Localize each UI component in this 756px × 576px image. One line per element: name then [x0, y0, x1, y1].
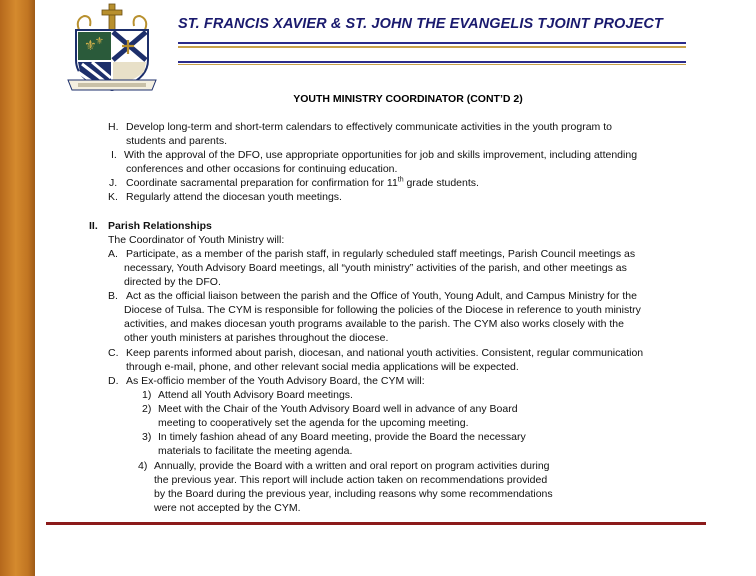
sub-item-marker: 2): [142, 403, 152, 415]
item-text-line: Regularly attend the diocesan youth meetings.: [126, 191, 342, 203]
item-marker: D.: [108, 375, 119, 387]
sub-item-marker: 1): [142, 389, 152, 401]
item-marker: A.: [108, 248, 118, 260]
item-text-line: other youth ministers at parishes throughout the diocese.: [124, 332, 389, 344]
sub-item-text-line: In timely fashion ahead of any Board meeting, provide the Board the necessary: [158, 431, 526, 443]
item-marker: C.: [108, 347, 119, 359]
sub-item-text-line: meeting to cooperatively set the agenda for the upcoming meeting.: [158, 417, 469, 429]
ordinal-suffix: th: [397, 176, 404, 184]
sub-item-text-line: Attend all Youth Advisory Board meetings.: [158, 389, 353, 401]
footer-rule: [46, 522, 706, 525]
item-marker: I.: [111, 149, 117, 161]
item-text-line: directed by the DFO.: [124, 276, 221, 288]
sub-item-text-line: the previous year. This report will include action taken on recommendations provided: [154, 474, 548, 486]
item-text-line: Act as the official liaison between the parish and the Office of Youth, Young Adult, and Campus Ministry for the: [126, 290, 637, 302]
item-text-line: [126, 176, 479, 190]
item-text-line: conferences and other occasions for continuing education.: [126, 163, 398, 175]
sub-item-marker: 4): [138, 460, 148, 472]
item-text-line: Develop long-term and short-term calendars to effectively communicate activities in the youth program to: [126, 121, 612, 133]
item-text-line: students and parents.: [126, 135, 227, 147]
document-title: YOUTH MINISTRY COORDINATOR (CONT’D 2): [293, 93, 523, 105]
section-marker: II.: [89, 220, 98, 232]
item-text-line: With the approval of the DFO, use appropriate opportunities for job and skills improvement, including attending: [124, 149, 638, 161]
item-text-line: Participate, as a member of the parish staff, in regularly scheduled staff meetings, Parish Council meetings as: [126, 248, 636, 260]
section-heading: Parish Relationships: [108, 220, 212, 232]
item-text-line: activities, and makes diocesan youth programs available to the parish. The CYM also works closely with the: [124, 318, 624, 330]
svg-text:⚜: ⚜: [95, 36, 104, 47]
svg-text:⚜: ⚜: [84, 38, 97, 54]
sub-item-text-line: by the Board during the previous year, including reasons why some recommendations: [154, 488, 553, 500]
item-text-before-sup: Coordinate sacramental preparation for confirmation for 11: [126, 177, 398, 189]
item-text-line: As Ex-officio member of the Youth Advisory Board, the CYM will:: [126, 375, 425, 387]
sub-item-text-line: Annually, provide the Board with a written and oral report on program activities during: [154, 460, 550, 472]
sub-item-text-line: Meet with the Chair of the Youth Advisory Board well in advance of any Board: [158, 403, 518, 415]
header-title: ST. FRANCIS XAVIER & ST. JOHN THE EVANGELIS TJOINT PROJECT: [178, 16, 663, 32]
item-text-line: through e-mail, phone, and other relevant social media applications will be expected.: [126, 361, 519, 373]
item-text-line: Keep parents informed about parish, diocesan, and national youth activities. Consistent, regular communication: [126, 347, 644, 359]
sub-item-text-line: materials to facilitate the meeting agenda.: [158, 445, 353, 457]
item-marker: K.: [108, 191, 118, 203]
sub-item-marker: 3): [142, 431, 152, 443]
section-intro: The Coordinator of Youth Ministry will:: [108, 234, 285, 246]
item-marker: H.: [108, 121, 119, 133]
sub-item-text-line: were not accepted by the CYM.: [154, 502, 301, 514]
item-marker: J.: [109, 177, 118, 189]
item-text-line: necessary, Youth Advisory Board meetings, all “youth ministry” activities of the parish, and other meetings as: [124, 262, 627, 274]
item-marker: B.: [108, 290, 118, 302]
item-text-line: Diocese of Tulsa. The CYM is responsible for following the policies of the Diocese in reference to youth ministry: [124, 304, 641, 316]
item-text-after-sup: grade students.: [403, 177, 479, 189]
